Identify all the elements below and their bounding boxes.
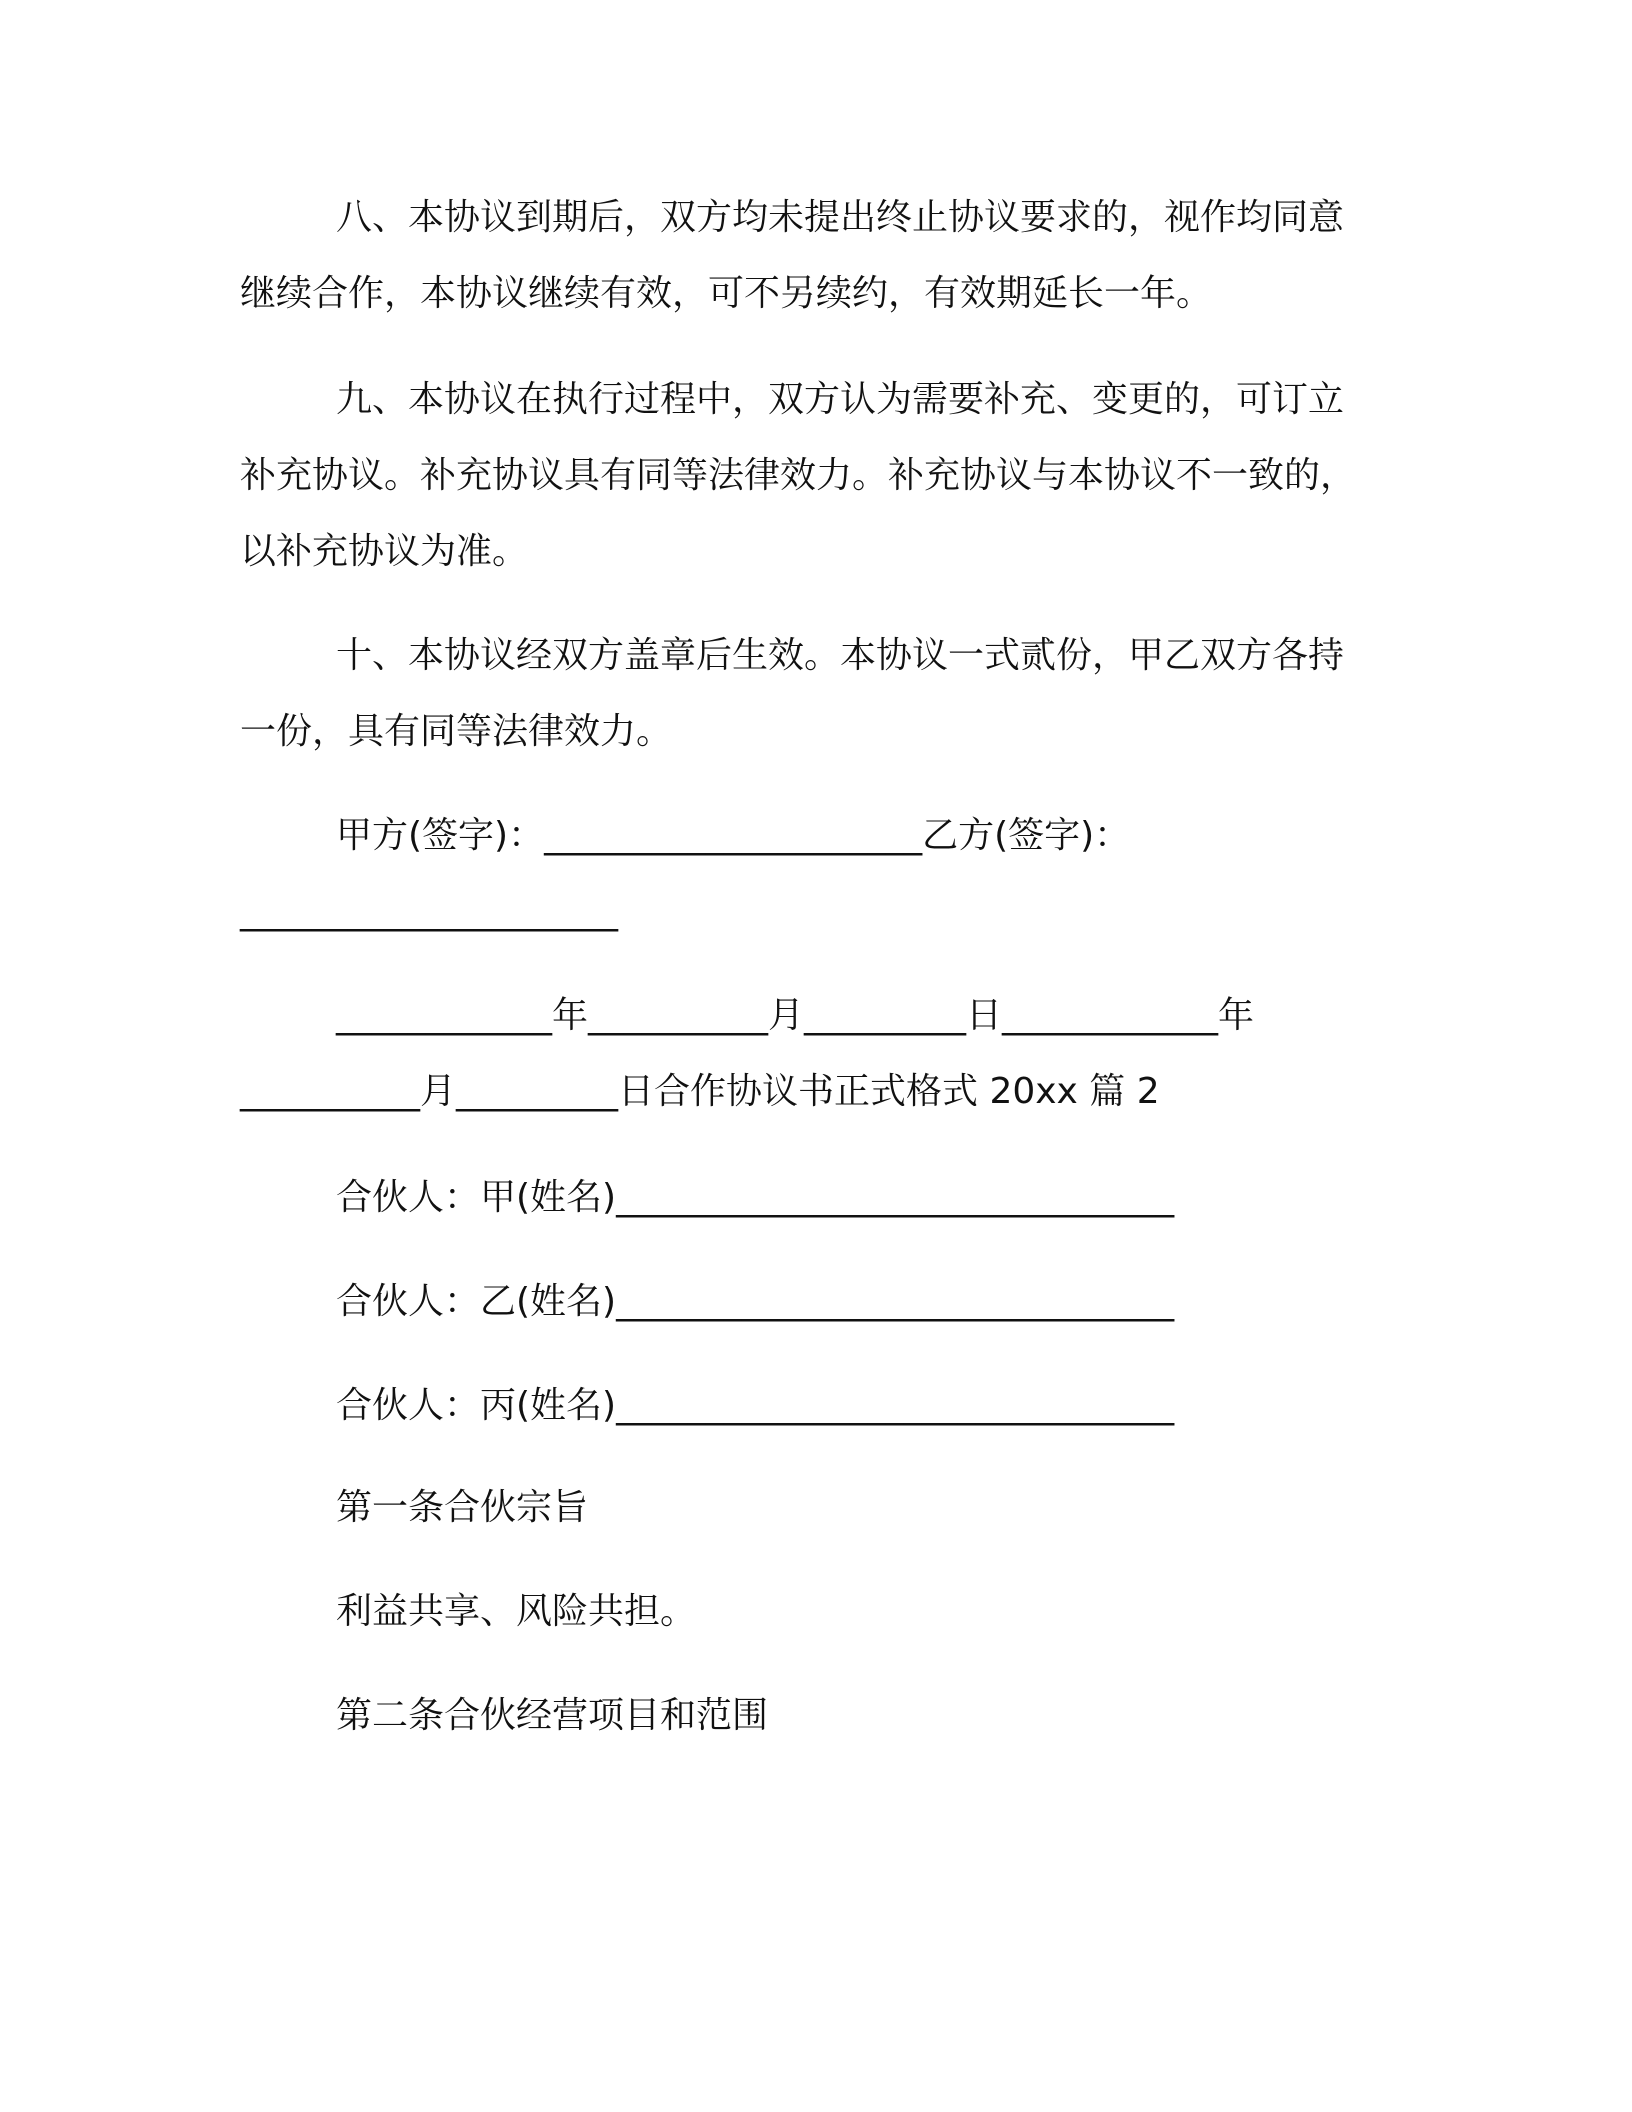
partner-a-line: 合伙人：甲(姓名)_______________________________ (336, 1177, 1175, 1218)
signature-blank: _____________________ (240, 891, 618, 932)
clause-9-line-3: 以补充协议为准。 (240, 531, 529, 572)
partner-b-line: 合伙人：乙(姓名)_______________________________ (336, 1281, 1175, 1322)
clause-8-line-1: 八、本协议到期后，双方均未提出终止协议要求的，视作均同意 (336, 197, 1345, 238)
date-line: ____________年__________月_________日____________年 (336, 995, 1254, 1036)
signature-line: 甲方(签字)：_____________________乙方(签字)： (336, 815, 1131, 856)
article-1-heading: 第一条合伙宗旨 (336, 1487, 589, 1528)
date-title-line: __________月_________日合作协议书正式格式 20xx 篇 2 (240, 1071, 1160, 1112)
partner-c-line: 合伙人：丙(姓名)_______________________________ (336, 1385, 1175, 1426)
clause-10-line-2: 一份，具有同等法律效力。 (240, 711, 673, 752)
clause-10-line-1: 十、本协议经双方盖章后生效。本协议一式贰份，甲乙双方各持 (336, 635, 1345, 676)
article-2-heading: 第二条合伙经营项目和范围 (336, 1695, 769, 1736)
clause-9-line-2: 补充协议。补充协议具有同等法律效力。补充协议与本协议不一致的， (240, 455, 1357, 496)
article-1-text: 利益共享、风险共担。 (336, 1591, 697, 1632)
clause-8-line-2: 继续合作，本协议继续有效，可不另续约，有效期延长一年。 (240, 273, 1213, 314)
clause-9-line-1: 九、本协议在执行过程中，双方认为需要补充、变更的，可订立 (336, 379, 1345, 420)
